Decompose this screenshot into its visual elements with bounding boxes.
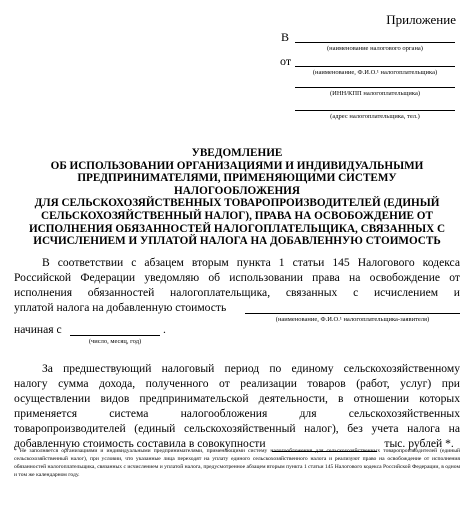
- income-label: добавленную стоимость составила в совокупности: [14, 437, 266, 450]
- income-unit: тыс. рублей *.: [384, 437, 454, 450]
- applicant-name-field[interactable]: [245, 313, 460, 314]
- title-line: ИСЧИСЛЕНИЕМ И УПЛАТОЙ НАЛОГА НА ДОБАВЛЕННУЮ СТОИМОСТЬ: [33, 235, 441, 248]
- appendix-label: Приложение: [386, 12, 456, 27]
- applicant-name-caption: (наименование, Ф.И.О.¹ налогоплательщика-заявителя): [275, 316, 430, 323]
- title-line: ДЛЯ СЕЛЬСКОХОЗЯЙСТВЕННЫХ ТОВАРОПРОИЗВОДИТЕЛЕЙ (ЕДИНЫЙ: [34, 197, 440, 210]
- para2-line: осуществлении видов предпринимательской деятельности, в отношении которых: [14, 392, 460, 405]
- document-title: [14, 147, 460, 248]
- para1-line: В соответствии с абзацем вторым пункта 1 статьи 145 Налогового кодекса: [42, 256, 460, 269]
- to-prefix: В: [281, 30, 290, 44]
- title-line: ПРЕДПРИНИМАТЕЛЯМИ, ПРИМЕНЯЮЩИМИ СИСТЕМУ НАЛОГООБЛОЖЕНИЯ: [77, 172, 397, 197]
- para2-line: За предшествующий налоговый период по единому сельскохозяйственному: [42, 362, 460, 375]
- from-prefix: от: [280, 54, 292, 68]
- para2-line: товаропроизводителей (единый сельскохозяйственный налог), без учета налога на: [14, 422, 460, 435]
- para2-line: налогу сумма дохода, полученного от реализации товаров (работ, услуг) при: [14, 377, 460, 390]
- footnote: * Не заполняется организациями и индивидуальными предпринимателями, применяющими систему налогообложения для сельскохозяйственных товаропроизводителей (единый сельскохозяйственный налог), при условии, что указанные лица переходят на уплату единого сельскохозяйственного налога и реализуют право на освобождение от исполнения обязанностей налогоплательщика, связанных с исчислением и уплатой налога, предусмотренное абзацем вторым пункта 1 статьи 145 Налогового кодекса Российской Федерации, в одном и том же календарном году.: [14, 448, 460, 478]
- taxpayer-name-caption: (наименование, Ф.И.О.¹ налогоплательщика): [312, 69, 438, 76]
- para2-line: применяется система налогообложения для сельскохозяйственных: [14, 407, 460, 420]
- tax-authority-caption: (наименование налогового органа): [327, 45, 423, 52]
- title-line: УВЕДОМЛЕНИЕ: [191, 147, 283, 159]
- title-line: ОБ ИСПОЛЬЗОВАНИИ ОРГАНИЗАЦИЯМИ И ИНДИВИДУАЛЬНЫМИ: [50, 159, 424, 172]
- para1-line: уплатой налога на добавленную стоимость: [14, 301, 227, 314]
- taxpayer-name-field[interactable]: [295, 66, 455, 67]
- address-caption: (адрес налогоплательщика, тел.): [330, 113, 420, 120]
- para1-line: исполнения обязанностей налогоплательщика, связанных с исчислением и: [14, 286, 460, 299]
- start-date-period: .: [163, 323, 166, 336]
- title-line: СЕЛЬСКОХОЗЯЙСТВЕННЫЙ НАЛОГ), ПРАВА НА ОСВОБОЖДЕНИЕ ОТ: [41, 209, 433, 222]
- inn-kpp-caption: (ИНН/КПП налогоплательщика): [329, 90, 421, 97]
- title-line: ИСПОЛНЕНИЯ ОБЯЗАННОСТЕЙ НАЛОГОПЛАТЕЛЬЩИКА, СВЯЗАННЫХ С: [28, 222, 446, 235]
- start-date-caption: (число, месяц, год): [88, 338, 142, 345]
- start-date-label: начиная с: [14, 323, 62, 336]
- inn-kpp-field[interactable]: [295, 87, 455, 88]
- tax-authority-field[interactable]: [295, 42, 455, 43]
- para1-line: Российской Федерации уведомляю об использовании права на освобождение от: [14, 271, 460, 284]
- start-date-field[interactable]: [70, 335, 160, 336]
- address-field[interactable]: [295, 110, 455, 111]
